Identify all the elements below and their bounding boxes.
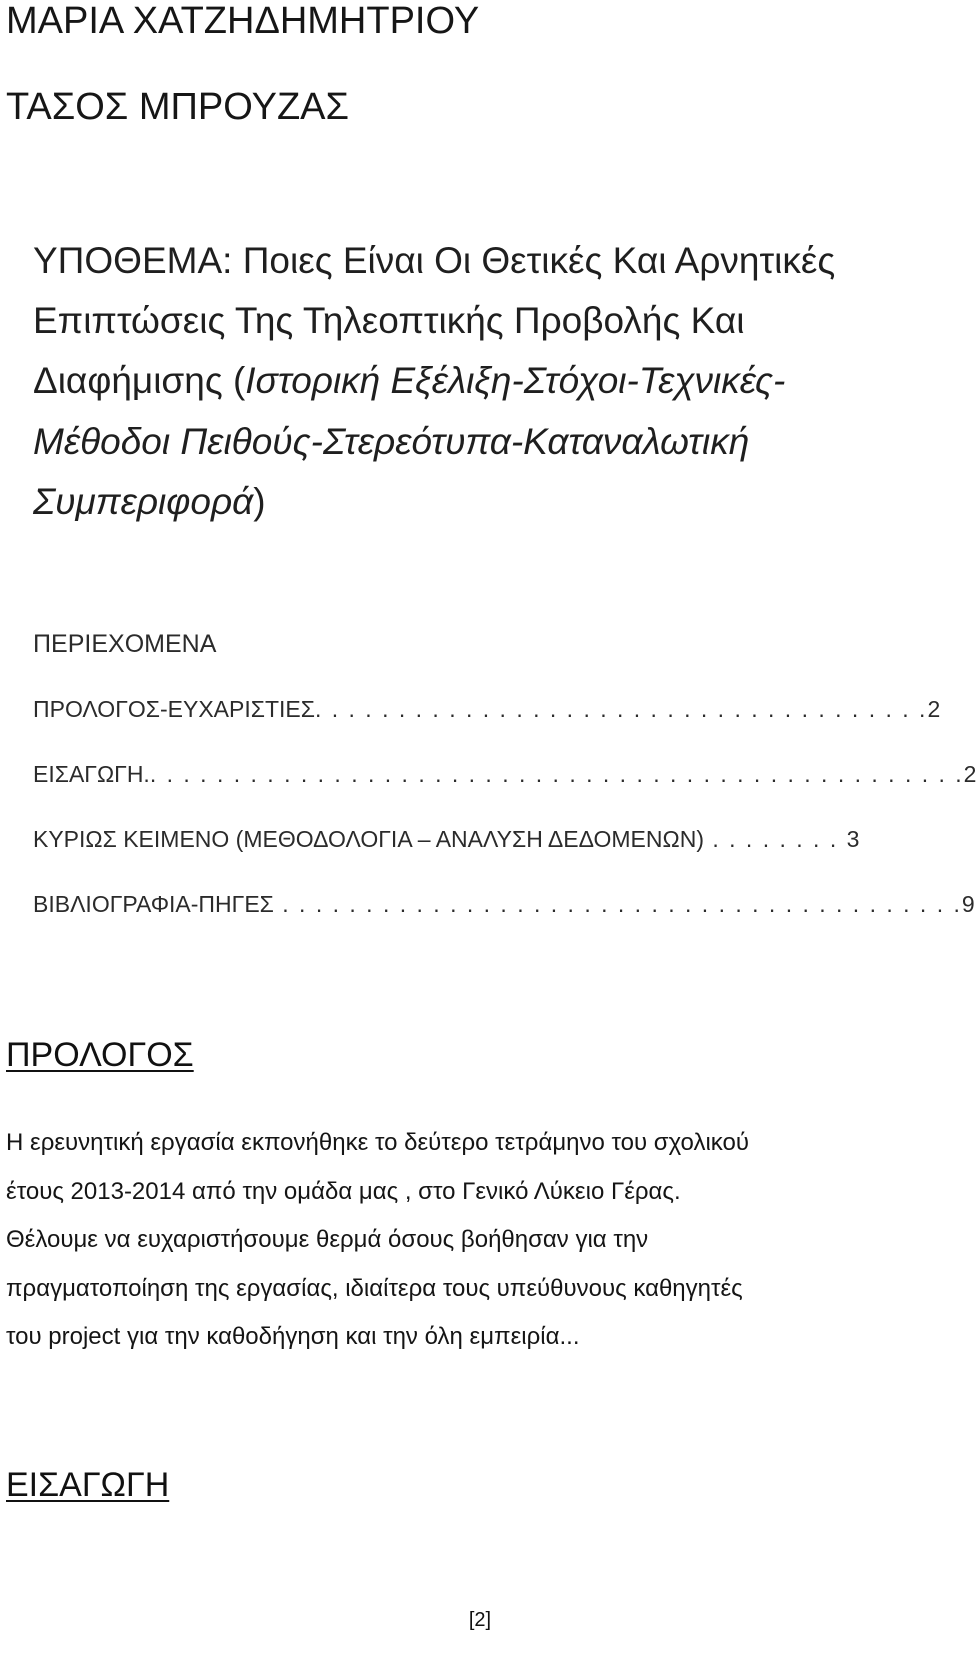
prologue-line: πραγματοποίηση της εργασίας, ιδιαίτερα τους υπεύθυνους καθηγητές xyxy=(6,1275,743,1302)
subject-line-2: Επιπτώσεις Της Τηλεοπτικής Προβολής Και xyxy=(33,300,745,341)
toc-entry-label: ΒΙΒΛΙΟΓΡΑΦΙΑ-ΠΗΓΕΣ xyxy=(33,891,274,917)
toc-entry-leader: . . . . . . . . . . . . . . . . . . . . . . . . . . . . . . . . . . . . . . . . . xyxy=(273,891,962,917)
toc-entry[interactable] xyxy=(33,891,975,917)
author-name-1: ΜΑΡΙΑ ΧΑΤΖΗΔΗΜΗΤΡΙΟΥ xyxy=(6,0,480,42)
prologue-line: Η ερευνητική εργασία εκπονήθηκε το δεύτερο τετράμηνο του σχολικού xyxy=(6,1129,749,1156)
subject-line-4: Μέθοδοι Πειθούς-Στερεότυπα-Καταναλωτική xyxy=(33,421,750,462)
prologue-line: έτους 2013-2014 από την ομάδα μας , στο Γενικό Λύκειο Γέρας. xyxy=(6,1178,681,1205)
toc-entry[interactable] xyxy=(33,761,976,787)
page-number: [2] xyxy=(468,1609,492,1631)
subject-line-3 xyxy=(33,362,785,399)
toc-entry[interactable] xyxy=(33,696,941,722)
toc-entry-label: ΚΥΡΙΩΣ ΚΕΙΜΕΝΟ (ΜΕΘΟΔΟΛΟΓΙΑ – ΑΝΑΛΥΣΗ ΔΕΔΟΜΕΝΩΝ) xyxy=(33,826,704,852)
prologue-line: Θέλουμε να ευχαριστήσουμε θερμά όσους βοήθησαν για την xyxy=(6,1226,649,1253)
prologue-line: του project για την καθοδήγηση και την όλη εμπειρία... xyxy=(6,1323,580,1350)
toc-entry-leader: . . . . . . . . . . . . . . . . . . . . . . . . . . . . . . . . . . . . . xyxy=(314,696,928,722)
prologue-title: ΠΡΟΛΟΓΟΣ xyxy=(6,1036,194,1074)
toc-entry-label: ΕΙΣΑΓΩΓΗ. xyxy=(33,761,150,787)
subject-line-5-normal: ) xyxy=(253,481,266,522)
toc-entry-page: 3 xyxy=(846,826,860,852)
toc-entry-leader: . . . . . . . . xyxy=(703,826,847,852)
toc-entry-page: 9 xyxy=(961,891,975,917)
toc-entry-leader: . . . . . . . . . . . . . . . . . . . . . . . . . . . . . . . . . . . . . . . . . . . . . . . . . xyxy=(149,761,964,787)
author-name-2: ΤΑΣΟΣ ΜΠΡΟΥΖΑΣ xyxy=(6,86,350,128)
toc-entry-page: 2 xyxy=(927,696,941,722)
subject-line-5 xyxy=(33,483,266,520)
subject-line-3-italic: Ιστορική Εξέλιξη-Στόχοι-Τεχνικές- xyxy=(245,360,786,401)
subject-line-1: ΥΠΟΘΕΜΑ: Ποιες Είναι Οι Θετικές Και Αρνητικές xyxy=(33,240,836,281)
subject-line-5-italic: Συμπεριφορά xyxy=(33,481,254,522)
toc-entry-page: 2 xyxy=(963,761,976,787)
toc-entry[interactable] xyxy=(33,828,923,851)
subject-line-3-normal: Διαφήμισης ( xyxy=(33,360,246,401)
introduction-title: ΕΙΣΑΓΩΓΗ xyxy=(6,1466,170,1504)
toc-heading: ΠΕΡΙΕΧΟΜΕΝΑ xyxy=(33,630,217,658)
toc-entry-label: ΠΡΟΛΟΓΟΣ-ΕΥΧΑΡΙΣΤΙΕΣ xyxy=(33,696,315,722)
